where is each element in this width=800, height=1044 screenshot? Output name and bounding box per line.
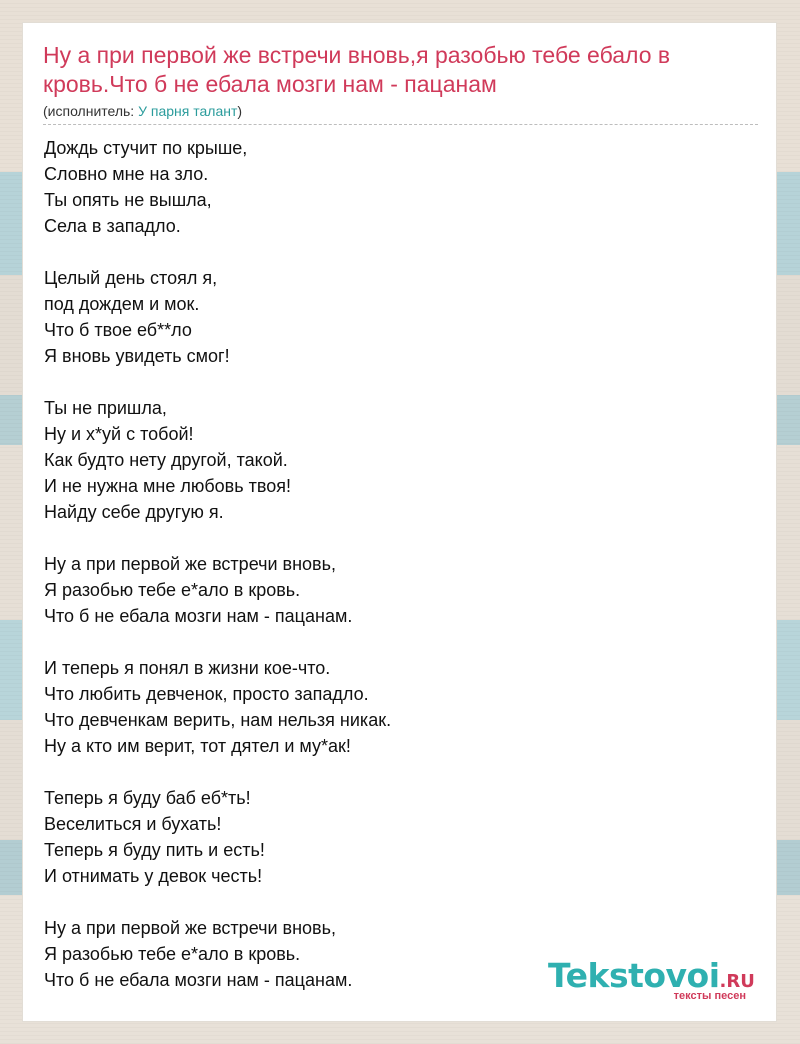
lyrics-card: [22, 22, 777, 1022]
site-logo[interactable]: [548, 956, 758, 1006]
artist-line: [43, 103, 242, 119]
artist-prefix: (исполнитель:: [43, 103, 139, 119]
logo-tld: .RU: [719, 971, 755, 992]
logo-name: Tekstovoi: [548, 956, 720, 995]
song-lyrics: Дождь стучит по крыше, Словно мне на зло. Ты опять не вышла, Села в западло. Целый день стоял я, под дождем и мок. Что б твое еб**ло Я вновь увидеть смог! Ты не пришла, Ну и х*уй с тобой! Как будто нету другой, такой. И не нужна мне любовь твоя! Найду себе другую я. Ну а при первой же встречи вновь, Я разобью тебе е*ало в кровь. Что б не ебала мозги нам - пацанам. И теперь я понял в жизни кое-что. Что любить девченок, просто западло. Что девченкам верить, нам нельзя никак. Ну а кто им верит, тот дятел и му*ак! Теперь я буду баб еб*ть! Веселиться и бухать! Теперь я буду пить и есть! И отнимать у девок честь! Ну а при первой же встречи вновь, Я разобью тебе е*ало в кровь. Что б не ебала мозги нам - пацанам.: [44, 138, 392, 990]
artist-link[interactable]: У парня талант: [138, 103, 238, 119]
artist-suffix: ): [237, 103, 243, 119]
logo-tagline: тексты песен: [673, 990, 746, 1002]
song-title: Ну а при первой же встречи вновь,я разобью тебе ебало в кровь.Что б не ебала мозги нам - пацанам: [43, 42, 671, 97]
divider: [43, 124, 758, 125]
